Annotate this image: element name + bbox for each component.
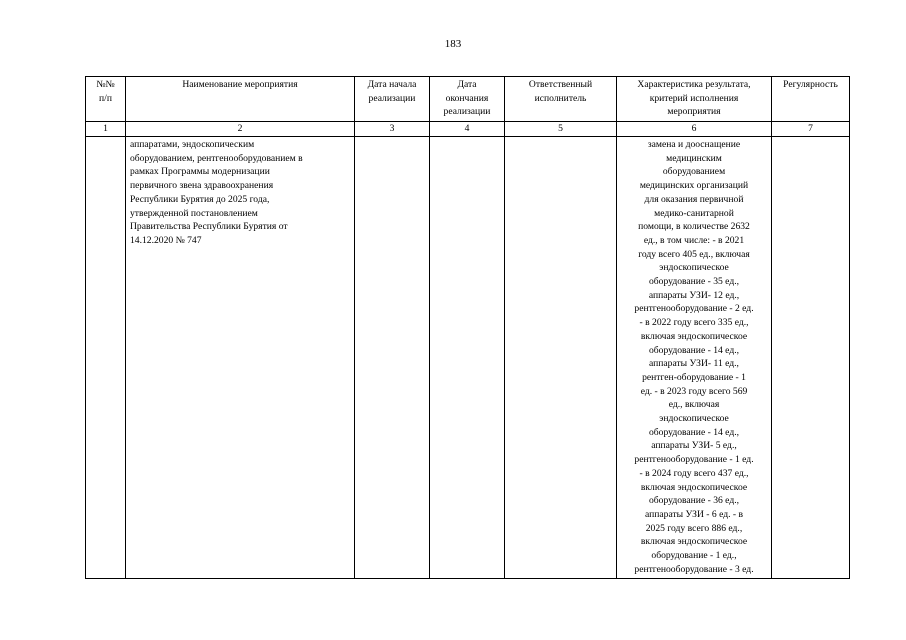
column-number: 4 [430,122,505,137]
column-number: 3 [355,122,430,137]
cell-end-date [430,137,505,579]
cell-regularity [772,137,850,579]
cell-start-date [355,137,430,579]
column-number: 5 [505,122,617,137]
column-number: 2 [126,122,355,137]
header-start-date: Дата начала реализации [355,77,430,122]
column-number-row [86,122,850,137]
column-number: 6 [617,122,772,137]
header-regularity: Регулярность [772,77,850,122]
table-row [86,137,850,579]
cell-measure-name: аппаратами, эндоскопическим оборудованием, рентгенооборудованием в рамках Программы модернизации первичного звена здравоохранения Республики Бурятия до 2025 года, утвержденной постановлением Правительства Республики Бурятия от 14.12.2020 № 747 [126,137,355,579]
cell-number [86,137,126,579]
header-end-date: Дата окончания реализации [430,77,505,122]
measures-table [85,76,850,579]
column-number: 1 [86,122,126,137]
header-responsible: Ответственный исполнитель [505,77,617,122]
table-header-row [86,77,850,122]
column-number: 7 [772,122,850,137]
header-result: Характеристика результата, критерий исполнения мероприятия [617,77,772,122]
cell-result: замена и дооснащение медицинским оборудованием медицинских организаций для оказания первичной медико-санитарной помощи, в количестве 2632 ед., в том числе: - в 2021 году всего 405 ед., включая эндоскопическое оборудование - 35 ед., аппараты УЗИ- 12 ед., рентгенооборудование - 2 ед. - в 2022 году всего 335 ед., включая эндоскопическое оборудование - 14 ед., аппараты УЗИ- 11 ед., рентген-оборудование - 1 ед. - в 2023 году всего 569 ед., включая эндоскопическое оборудование - 14 ед., аппараты УЗИ- 5 ед., рентгенооборудование - 1 ед. - в 2024 году всего 437 ед., включая эндоскопическое оборудование - 36 ед., аппараты УЗИ - 6 ед. - в 2025 году всего 886 ед., включая эндоскопическое оборудование - 1 ед., рентгенооборудование - 3 ед. [617,137,772,579]
header-measure-name: Наименование мероприятия [126,77,355,122]
page-number: 183 [444,38,462,50]
header-number: №№ п/п [86,77,126,122]
cell-responsible [505,137,617,579]
